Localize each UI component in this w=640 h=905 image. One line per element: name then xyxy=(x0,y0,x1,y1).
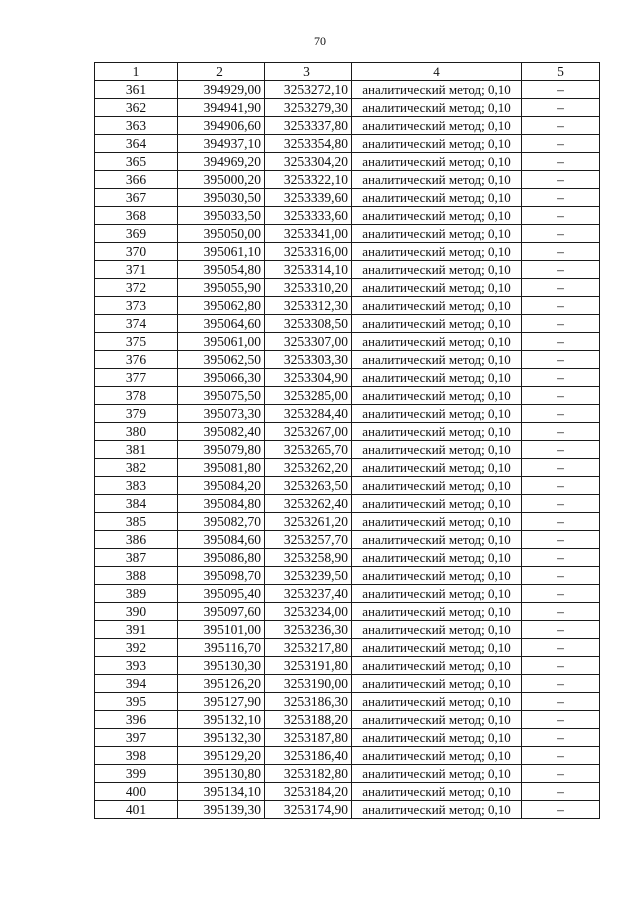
method-accuracy-cell: аналитический метод; 0,10 xyxy=(352,153,522,171)
table-row xyxy=(95,441,600,459)
point-number-cell: 363 xyxy=(95,117,178,135)
table-row xyxy=(95,333,600,351)
y-coordinate-cell: 3253304,20 xyxy=(265,153,352,171)
coordinates-table xyxy=(94,62,600,819)
x-coordinate-cell: 395132,10 xyxy=(178,711,265,729)
x-coordinate-cell: 395033,50 xyxy=(178,207,265,225)
x-coordinate-cell: 395086,80 xyxy=(178,549,265,567)
x-coordinate-cell: 395139,30 xyxy=(178,801,265,819)
note-cell: – xyxy=(522,657,600,675)
point-number-cell: 379 xyxy=(95,405,178,423)
column-header-4: 4 xyxy=(352,63,522,81)
x-coordinate-cell: 395061,10 xyxy=(178,243,265,261)
note-cell: – xyxy=(522,729,600,747)
table-row xyxy=(95,567,600,585)
y-coordinate-cell: 3253190,00 xyxy=(265,675,352,693)
y-coordinate-cell: 3253188,20 xyxy=(265,711,352,729)
method-accuracy-cell: аналитический метод; 0,10 xyxy=(352,369,522,387)
x-coordinate-cell: 395126,20 xyxy=(178,675,265,693)
point-number-cell: 380 xyxy=(95,423,178,441)
table-row xyxy=(95,603,600,621)
x-coordinate-cell: 395095,40 xyxy=(178,585,265,603)
point-number-cell: 365 xyxy=(95,153,178,171)
method-accuracy-cell: аналитический метод; 0,10 xyxy=(352,549,522,567)
note-cell: – xyxy=(522,405,600,423)
y-coordinate-cell: 3253187,80 xyxy=(265,729,352,747)
method-accuracy-cell: аналитический метод; 0,10 xyxy=(352,333,522,351)
point-number-cell: 375 xyxy=(95,333,178,351)
y-coordinate-cell: 3253310,20 xyxy=(265,279,352,297)
point-number-cell: 389 xyxy=(95,585,178,603)
method-accuracy-cell: аналитический метод; 0,10 xyxy=(352,423,522,441)
table-row xyxy=(95,693,600,711)
table-row xyxy=(95,549,600,567)
note-cell: – xyxy=(522,585,600,603)
table-body xyxy=(95,81,600,819)
note-cell: – xyxy=(522,207,600,225)
x-coordinate-cell: 395082,40 xyxy=(178,423,265,441)
method-accuracy-cell: аналитический метод; 0,10 xyxy=(352,729,522,747)
table-row xyxy=(95,207,600,225)
point-number-cell: 400 xyxy=(95,783,178,801)
x-coordinate-cell: 395132,30 xyxy=(178,729,265,747)
note-cell: – xyxy=(522,693,600,711)
method-accuracy-cell: аналитический метод; 0,10 xyxy=(352,387,522,405)
point-number-cell: 399 xyxy=(95,765,178,783)
table-row xyxy=(95,189,600,207)
table-row xyxy=(95,783,600,801)
method-accuracy-cell: аналитический метод; 0,10 xyxy=(352,477,522,495)
method-accuracy-cell: аналитический метод; 0,10 xyxy=(352,621,522,639)
x-coordinate-cell: 395084,60 xyxy=(178,531,265,549)
table-row xyxy=(95,171,600,189)
method-accuracy-cell: аналитический метод; 0,10 xyxy=(352,459,522,477)
note-cell: – xyxy=(522,531,600,549)
method-accuracy-cell: аналитический метод; 0,10 xyxy=(352,261,522,279)
table-row xyxy=(95,639,600,657)
table-row xyxy=(95,225,600,243)
x-coordinate-cell: 394937,10 xyxy=(178,135,265,153)
note-cell: – xyxy=(522,567,600,585)
x-coordinate-cell: 395098,70 xyxy=(178,567,265,585)
note-cell: – xyxy=(522,477,600,495)
y-coordinate-cell: 3253262,40 xyxy=(265,495,352,513)
method-accuracy-cell: аналитический метод; 0,10 xyxy=(352,441,522,459)
method-accuracy-cell: аналитический метод; 0,10 xyxy=(352,495,522,513)
note-cell: – xyxy=(522,351,600,369)
table-row xyxy=(95,513,600,531)
table-row xyxy=(95,369,600,387)
note-cell: – xyxy=(522,621,600,639)
point-number-cell: 367 xyxy=(95,189,178,207)
note-cell: – xyxy=(522,423,600,441)
x-coordinate-cell: 395054,80 xyxy=(178,261,265,279)
x-coordinate-cell: 394969,20 xyxy=(178,153,265,171)
y-coordinate-cell: 3253186,40 xyxy=(265,747,352,765)
note-cell: – xyxy=(522,801,600,819)
note-cell: – xyxy=(522,99,600,117)
column-header-1: 1 xyxy=(95,63,178,81)
point-number-cell: 368 xyxy=(95,207,178,225)
point-number-cell: 372 xyxy=(95,279,178,297)
y-coordinate-cell: 3253354,80 xyxy=(265,135,352,153)
note-cell: – xyxy=(522,369,600,387)
x-coordinate-cell: 395130,80 xyxy=(178,765,265,783)
y-coordinate-cell: 3253257,70 xyxy=(265,531,352,549)
x-coordinate-cell: 395084,80 xyxy=(178,495,265,513)
note-cell: – xyxy=(522,747,600,765)
y-coordinate-cell: 3253341,00 xyxy=(265,225,352,243)
note-cell: – xyxy=(522,387,600,405)
x-coordinate-cell: 395084,20 xyxy=(178,477,265,495)
table-header-row xyxy=(95,63,600,81)
method-accuracy-cell: аналитический метод; 0,10 xyxy=(352,243,522,261)
table-row xyxy=(95,477,600,495)
point-number-cell: 388 xyxy=(95,567,178,585)
table-row xyxy=(95,279,600,297)
x-coordinate-cell: 395101,00 xyxy=(178,621,265,639)
method-accuracy-cell: аналитический метод; 0,10 xyxy=(352,351,522,369)
scan-artifact xyxy=(428,893,608,897)
point-number-cell: 373 xyxy=(95,297,178,315)
y-coordinate-cell: 3253234,00 xyxy=(265,603,352,621)
note-cell: – xyxy=(522,153,600,171)
x-coordinate-cell: 395075,50 xyxy=(178,387,265,405)
note-cell: – xyxy=(522,459,600,477)
method-accuracy-cell: аналитический метод; 0,10 xyxy=(352,531,522,549)
note-cell: – xyxy=(522,225,600,243)
y-coordinate-cell: 3253316,00 xyxy=(265,243,352,261)
point-number-cell: 374 xyxy=(95,315,178,333)
note-cell: – xyxy=(522,261,600,279)
note-cell: – xyxy=(522,117,600,135)
method-accuracy-cell: аналитический метод; 0,10 xyxy=(352,675,522,693)
method-accuracy-cell: аналитический метод; 0,10 xyxy=(352,135,522,153)
method-accuracy-cell: аналитический метод; 0,10 xyxy=(352,783,522,801)
y-coordinate-cell: 3253312,30 xyxy=(265,297,352,315)
point-number-cell: 378 xyxy=(95,387,178,405)
method-accuracy-cell: аналитический метод; 0,10 xyxy=(352,585,522,603)
table-row xyxy=(95,657,600,675)
table-row xyxy=(95,729,600,747)
point-number-cell: 369 xyxy=(95,225,178,243)
method-accuracy-cell: аналитический метод; 0,10 xyxy=(352,279,522,297)
method-accuracy-cell: аналитический метод; 0,10 xyxy=(352,801,522,819)
table-row xyxy=(95,117,600,135)
y-coordinate-cell: 3253239,50 xyxy=(265,567,352,585)
table-row xyxy=(95,459,600,477)
point-number-cell: 401 xyxy=(95,801,178,819)
y-coordinate-cell: 3253265,70 xyxy=(265,441,352,459)
table-row xyxy=(95,297,600,315)
point-number-cell: 385 xyxy=(95,513,178,531)
method-accuracy-cell: аналитический метод; 0,10 xyxy=(352,405,522,423)
y-coordinate-cell: 3253307,00 xyxy=(265,333,352,351)
y-coordinate-cell: 3253191,80 xyxy=(265,657,352,675)
point-number-cell: 392 xyxy=(95,639,178,657)
y-coordinate-cell: 3253285,00 xyxy=(265,387,352,405)
table-row xyxy=(95,99,600,117)
y-coordinate-cell: 3253261,20 xyxy=(265,513,352,531)
method-accuracy-cell: аналитический метод; 0,10 xyxy=(352,513,522,531)
table-row xyxy=(95,261,600,279)
y-coordinate-cell: 3253284,40 xyxy=(265,405,352,423)
y-coordinate-cell: 3253322,10 xyxy=(265,171,352,189)
x-coordinate-cell: 395064,60 xyxy=(178,315,265,333)
point-number-cell: 387 xyxy=(95,549,178,567)
point-number-cell: 361 xyxy=(95,81,178,99)
point-number-cell: 364 xyxy=(95,135,178,153)
method-accuracy-cell: аналитический метод; 0,10 xyxy=(352,99,522,117)
method-accuracy-cell: аналитический метод; 0,10 xyxy=(352,765,522,783)
method-accuracy-cell: аналитический метод; 0,10 xyxy=(352,567,522,585)
x-coordinate-cell: 395000,20 xyxy=(178,171,265,189)
x-coordinate-cell: 395130,30 xyxy=(178,657,265,675)
x-coordinate-cell: 395097,60 xyxy=(178,603,265,621)
x-coordinate-cell: 394929,00 xyxy=(178,81,265,99)
x-coordinate-cell: 395061,00 xyxy=(178,333,265,351)
point-number-cell: 396 xyxy=(95,711,178,729)
x-coordinate-cell: 394941,90 xyxy=(178,99,265,117)
point-number-cell: 395 xyxy=(95,693,178,711)
y-coordinate-cell: 3253236,30 xyxy=(265,621,352,639)
point-number-cell: 370 xyxy=(95,243,178,261)
x-coordinate-cell: 395129,20 xyxy=(178,747,265,765)
method-accuracy-cell: аналитический метод; 0,10 xyxy=(352,657,522,675)
method-accuracy-cell: аналитический метод; 0,10 xyxy=(352,81,522,99)
y-coordinate-cell: 3253339,60 xyxy=(265,189,352,207)
point-number-cell: 394 xyxy=(95,675,178,693)
y-coordinate-cell: 3253304,90 xyxy=(265,369,352,387)
point-number-cell: 393 xyxy=(95,657,178,675)
note-cell: – xyxy=(522,639,600,657)
column-header-2: 2 xyxy=(178,63,265,81)
table-row xyxy=(95,135,600,153)
table-row xyxy=(95,351,600,369)
x-coordinate-cell: 395055,90 xyxy=(178,279,265,297)
point-number-cell: 397 xyxy=(95,729,178,747)
y-coordinate-cell: 3253279,30 xyxy=(265,99,352,117)
method-accuracy-cell: аналитический метод; 0,10 xyxy=(352,207,522,225)
x-coordinate-cell: 395073,30 xyxy=(178,405,265,423)
note-cell: – xyxy=(522,297,600,315)
y-coordinate-cell: 3253263,50 xyxy=(265,477,352,495)
page-number: 70 xyxy=(314,34,326,48)
point-number-cell: 383 xyxy=(95,477,178,495)
point-number-cell: 391 xyxy=(95,621,178,639)
method-accuracy-cell: аналитический метод; 0,10 xyxy=(352,747,522,765)
note-cell: – xyxy=(522,765,600,783)
x-coordinate-cell: 395081,80 xyxy=(178,459,265,477)
point-number-cell: 390 xyxy=(95,603,178,621)
y-coordinate-cell: 3253186,30 xyxy=(265,693,352,711)
note-cell: – xyxy=(522,513,600,531)
column-header-3: 3 xyxy=(265,63,352,81)
point-number-cell: 376 xyxy=(95,351,178,369)
method-accuracy-cell: аналитический метод; 0,10 xyxy=(352,171,522,189)
y-coordinate-cell: 3253314,10 xyxy=(265,261,352,279)
method-accuracy-cell: аналитический метод; 0,10 xyxy=(352,711,522,729)
note-cell: – xyxy=(522,333,600,351)
note-cell: – xyxy=(522,549,600,567)
point-number-cell: 384 xyxy=(95,495,178,513)
table-row xyxy=(95,747,600,765)
note-cell: – xyxy=(522,711,600,729)
table-row xyxy=(95,243,600,261)
note-cell: – xyxy=(522,189,600,207)
x-coordinate-cell: 395079,80 xyxy=(178,441,265,459)
y-coordinate-cell: 3253217,80 xyxy=(265,639,352,657)
point-number-cell: 386 xyxy=(95,531,178,549)
table-row xyxy=(95,801,600,819)
table-row xyxy=(95,531,600,549)
method-accuracy-cell: аналитический метод; 0,10 xyxy=(352,639,522,657)
y-coordinate-cell: 3253237,40 xyxy=(265,585,352,603)
note-cell: – xyxy=(522,243,600,261)
y-coordinate-cell: 3253303,30 xyxy=(265,351,352,369)
x-coordinate-cell: 394906,60 xyxy=(178,117,265,135)
note-cell: – xyxy=(522,81,600,99)
table-row xyxy=(95,495,600,513)
table-row xyxy=(95,423,600,441)
method-accuracy-cell: аналитический метод; 0,10 xyxy=(352,693,522,711)
x-coordinate-cell: 395062,50 xyxy=(178,351,265,369)
table-row xyxy=(95,621,600,639)
y-coordinate-cell: 3253337,80 xyxy=(265,117,352,135)
x-coordinate-cell: 395127,90 xyxy=(178,693,265,711)
method-accuracy-cell: аналитический метод; 0,10 xyxy=(352,297,522,315)
point-number-cell: 366 xyxy=(95,171,178,189)
table-row xyxy=(95,81,600,99)
table-row xyxy=(95,153,600,171)
note-cell: – xyxy=(522,135,600,153)
note-cell: – xyxy=(522,441,600,459)
note-cell: – xyxy=(522,171,600,189)
column-header-5: 5 xyxy=(522,63,600,81)
point-number-cell: 377 xyxy=(95,369,178,387)
x-coordinate-cell: 395116,70 xyxy=(178,639,265,657)
table-row xyxy=(95,405,600,423)
table-row xyxy=(95,765,600,783)
y-coordinate-cell: 3253267,00 xyxy=(265,423,352,441)
point-number-cell: 382 xyxy=(95,459,178,477)
y-coordinate-cell: 3253182,80 xyxy=(265,765,352,783)
x-coordinate-cell: 395062,80 xyxy=(178,297,265,315)
y-coordinate-cell: 3253184,20 xyxy=(265,783,352,801)
y-coordinate-cell: 3253308,50 xyxy=(265,315,352,333)
table-row xyxy=(95,675,600,693)
y-coordinate-cell: 3253272,10 xyxy=(265,81,352,99)
note-cell: – xyxy=(522,675,600,693)
method-accuracy-cell: аналитический метод; 0,10 xyxy=(352,189,522,207)
x-coordinate-cell: 395134,10 xyxy=(178,783,265,801)
point-number-cell: 371 xyxy=(95,261,178,279)
x-coordinate-cell: 395066,30 xyxy=(178,369,265,387)
point-number-cell: 362 xyxy=(95,99,178,117)
method-accuracy-cell: аналитический метод; 0,10 xyxy=(352,603,522,621)
method-accuracy-cell: аналитический метод; 0,10 xyxy=(352,315,522,333)
note-cell: – xyxy=(522,495,600,513)
note-cell: – xyxy=(522,315,600,333)
point-number-cell: 381 xyxy=(95,441,178,459)
x-coordinate-cell: 395030,50 xyxy=(178,189,265,207)
note-cell: – xyxy=(522,603,600,621)
method-accuracy-cell: аналитический метод; 0,10 xyxy=(352,117,522,135)
table-row xyxy=(95,585,600,603)
note-cell: – xyxy=(522,783,600,801)
y-coordinate-cell: 3253174,90 xyxy=(265,801,352,819)
y-coordinate-cell: 3253258,90 xyxy=(265,549,352,567)
y-coordinate-cell: 3253333,60 xyxy=(265,207,352,225)
y-coordinate-cell: 3253262,20 xyxy=(265,459,352,477)
table-row xyxy=(95,711,600,729)
table-row xyxy=(95,387,600,405)
x-coordinate-cell: 395050,00 xyxy=(178,225,265,243)
x-coordinate-cell: 395082,70 xyxy=(178,513,265,531)
method-accuracy-cell: аналитический метод; 0,10 xyxy=(352,225,522,243)
point-number-cell: 398 xyxy=(95,747,178,765)
note-cell: – xyxy=(522,279,600,297)
table-row xyxy=(95,315,600,333)
